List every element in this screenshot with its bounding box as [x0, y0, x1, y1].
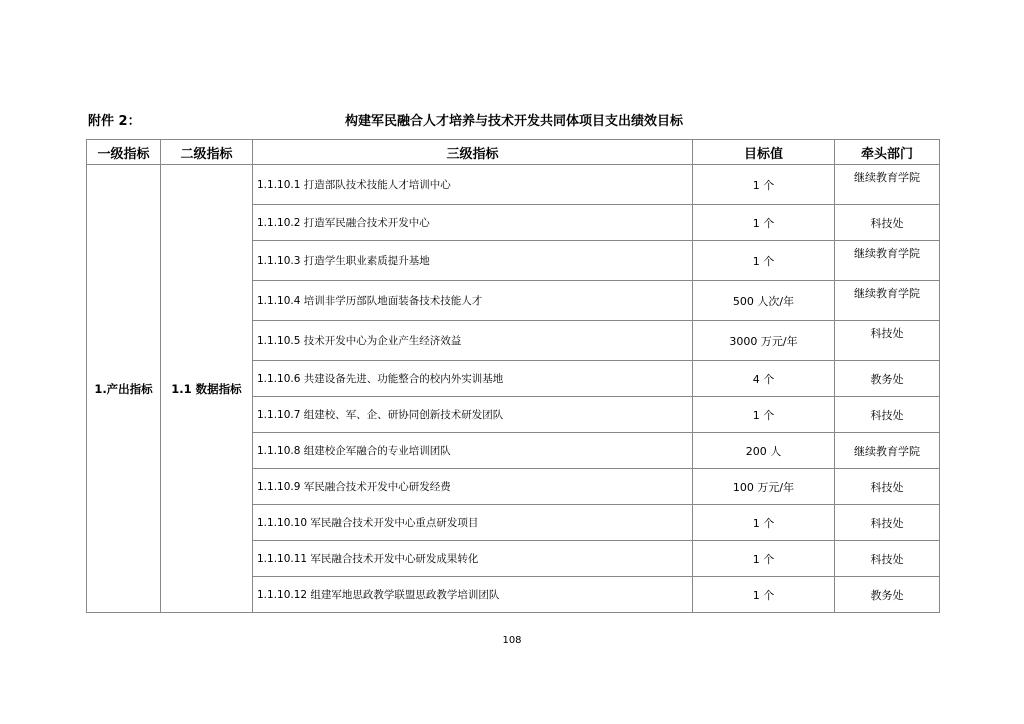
level3-indicator-cell: 1.1.10.9 军民融合技术开发中心研发经费: [253, 469, 693, 505]
lead-department-cell: 科技处: [835, 505, 940, 541]
target-value-cell: 4 个: [693, 361, 835, 397]
attachment-label: 附件 2：: [88, 114, 141, 129]
page-heading: [88, 110, 940, 132]
level3-indicator-cell: 1.1.10.2 打造军民融合技术开发中心: [253, 205, 693, 241]
lead-department-cell: 继续教育学院: [835, 165, 940, 205]
page-number: 108: [502, 635, 522, 646]
level3-indicator-cell: 1.1.10.12 组建军地思政教学联盟思政教学培训团队: [253, 577, 693, 613]
lead-department-cell: 科技处: [835, 321, 940, 361]
lead-department-cell: 科技处: [835, 541, 940, 577]
lead-department-cell: 教务处: [835, 577, 940, 613]
target-value-cell: 1 个: [693, 241, 835, 281]
target-value-cell: 1 个: [693, 397, 835, 433]
target-value-cell: 200 人: [693, 433, 835, 469]
lead-department-cell: 教务处: [835, 361, 940, 397]
target-value-cell: 500 人次/年: [693, 281, 835, 321]
level3-indicator-cell: 1.1.10.10 军民融合技术开发中心重点研发项目: [253, 505, 693, 541]
level1-indicator-cell: 1.产出指标: [87, 165, 161, 613]
target-value-cell: 3000 万元/年: [693, 321, 835, 361]
level3-indicator-cell: 1.1.10.3 打造学生职业素质提升基地: [253, 241, 693, 281]
target-value-cell: 1 个: [693, 577, 835, 613]
level2-indicator-cell: 1.1 数据指标: [161, 165, 253, 613]
target-value-cell: 1 个: [693, 205, 835, 241]
level3-indicator-cell: 1.1.10.7 组建校、军、企、研协同创新技术研发团队: [253, 397, 693, 433]
lead-department-cell: 科技处: [835, 469, 940, 505]
lead-department-cell: 科技处: [835, 397, 940, 433]
column-header-level1: 一级指标: [87, 140, 161, 165]
level3-indicator-cell: 1.1.10.4 培训非学历部队地面装备技术技能人才: [253, 281, 693, 321]
lead-department-cell: 继续教育学院: [835, 241, 940, 281]
document-title: 构建军民融合人才培养与技术开发共同体项目支出绩效目标: [344, 114, 683, 129]
performance-target-table: [86, 139, 940, 613]
level3-indicator-cell: 1.1.10.5 技术开发中心为企业产生经济效益: [253, 321, 693, 361]
target-value-cell: 1 个: [693, 165, 835, 205]
target-value-cell: 1 个: [693, 505, 835, 541]
level3-indicator-cell: 1.1.10.1 打造部队技术技能人才培训中心: [253, 165, 693, 205]
lead-department-cell: 科技处: [835, 205, 940, 241]
column-header-department: 牵头部门: [835, 140, 940, 165]
column-header-level3: 三级指标: [253, 140, 693, 165]
target-value-cell: 100 万元/年: [693, 469, 835, 505]
target-value-cell: 1 个: [693, 541, 835, 577]
lead-department-cell: 继续教育学院: [835, 433, 940, 469]
table-row: [87, 165, 940, 205]
level3-indicator-cell: 1.1.10.11 军民融合技术开发中心研发成果转化: [253, 541, 693, 577]
lead-department-cell: 继续教育学院: [835, 281, 940, 321]
table-body: [87, 165, 940, 613]
column-header-level2: 二级指标: [161, 140, 253, 165]
table-header-row: [87, 140, 940, 165]
level3-indicator-cell: 1.1.10.8 组建校企军融合的专业培训团队: [253, 433, 693, 469]
column-header-target: 目标值: [693, 140, 835, 165]
level3-indicator-cell: 1.1.10.6 共建设备先进、功能整合的校内外实训基地: [253, 361, 693, 397]
